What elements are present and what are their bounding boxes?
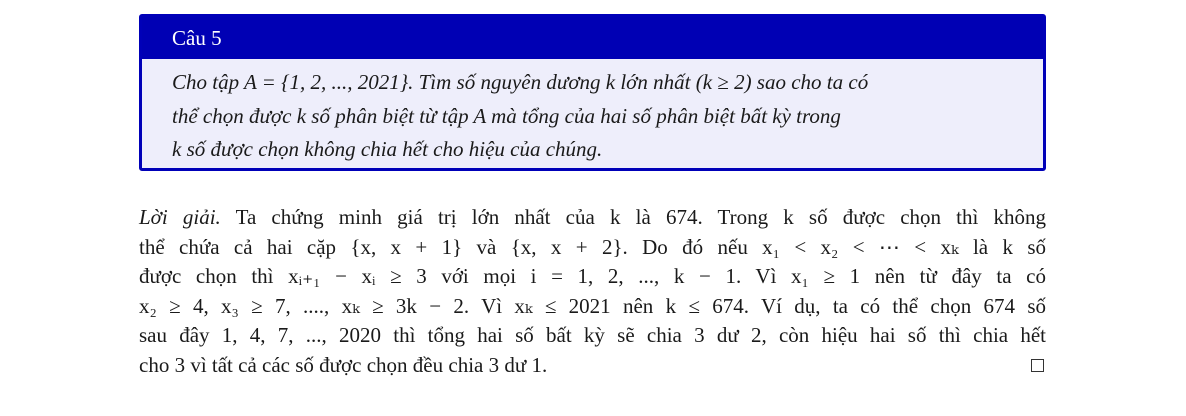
- problem-line: Cho tập A = {1, 2, ..., 2021}. Tìm số nguyên dương k lớn nhất (k ≥ 2) sao cho ta có: [172, 70, 869, 94]
- qed-square-icon: [1031, 359, 1044, 372]
- solution-line: x₂ ≥ 4, x₃ ≥ 7, ...., xₖ ≥ 3k − 2. Vì xₖ ≤ 2021 nên k ≤ 674. Ví dụ, ta có thể chọn 674 số: [139, 293, 1046, 318]
- problem-line: k số được chọn không chia hết cho hiệu của chúng.: [172, 137, 603, 161]
- solution-line: được chọn thì xᵢ₊₁ − xᵢ ≥ 3 với mọi i = 1, 2, ..., k − 1. Vì x₁ ≥ 1 nên từ đây ta có: [139, 264, 1046, 288]
- solution-last-text: cho 3 vì tất cả các số được chọn đều chia 3 dư 1.: [139, 352, 548, 377]
- problem-title: Câu 5: [142, 17, 1043, 59]
- problem-box: [139, 14, 1046, 171]
- problem-statement: [142, 59, 1043, 167]
- solution-line: [139, 203, 1046, 233]
- solution-first-line-text: Ta chứng minh giá trị lớn nhất của k là 674. Trong k số được chọn thì không: [235, 205, 1047, 229]
- problem-line: thể chọn được k số phân biệt từ tập A mà tổng của hai số phân biệt bất kỳ trong: [172, 103, 841, 128]
- solution-line: thể chứa cả hai cặp {x, x + 1} và {x, x + 2}. Do đó nếu x₁ < x₂ < ⋯ < xₖ là k số: [139, 234, 1046, 259]
- solution-line-last: [139, 351, 1046, 381]
- solution: [139, 203, 1046, 380]
- solution-line: sau đây 1, 4, 7, ..., 2020 thì tổng hai số bất kỳ sẽ chia 3 dư 2, còn hiệu hai số thì chia hết: [139, 323, 1046, 347]
- solution-lead: Lời giải.: [139, 205, 221, 229]
